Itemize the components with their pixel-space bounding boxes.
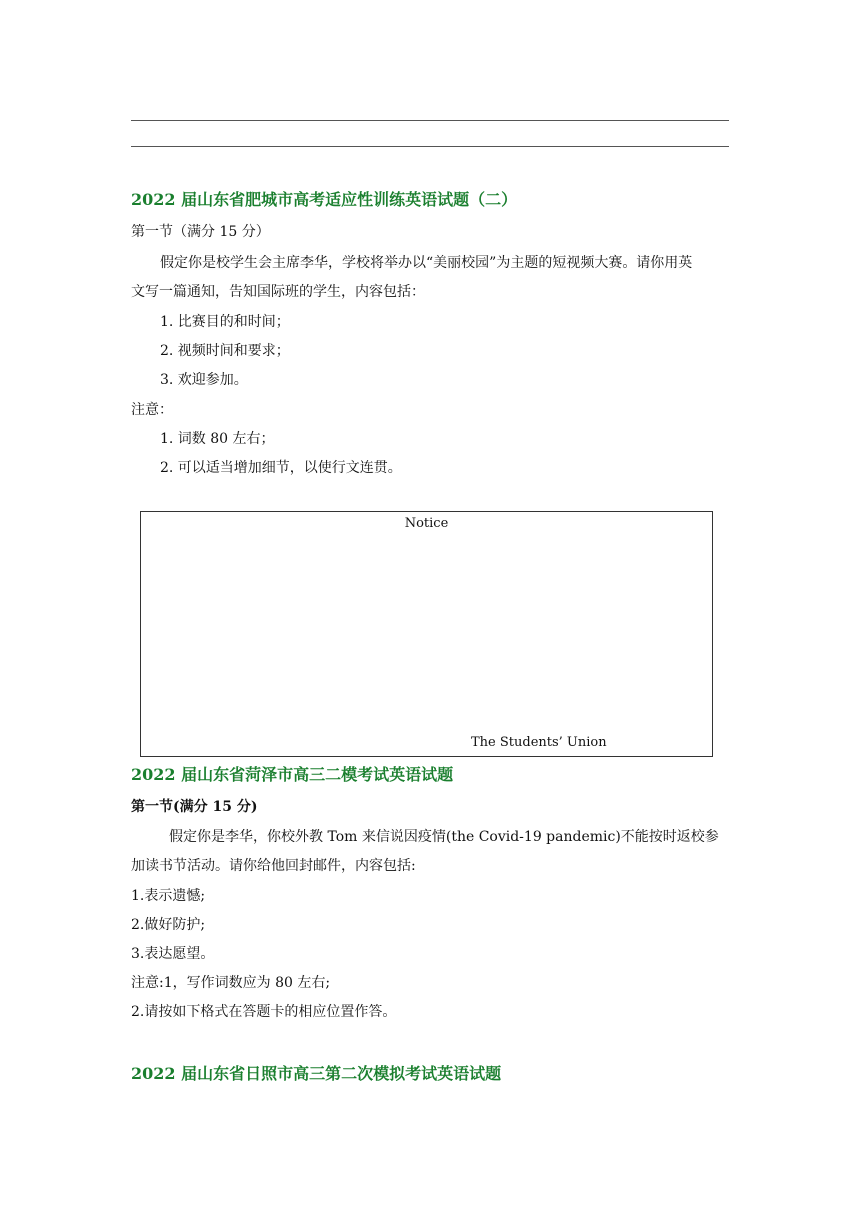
section-2-part: 第一节(满分 15 分)	[131, 799, 258, 815]
section-2-note-1: 注意:1，写作词数应为 80 左右;	[131, 975, 331, 991]
answer-line-1	[131, 120, 729, 121]
section-1-note-label: 注意：	[131, 402, 173, 418]
section-2-item-2: 2.做好防护;	[131, 917, 206, 933]
section-2-prompt-line-2: 加读书节活动。请你给他回封邮件，内容包括:	[131, 858, 416, 874]
section-1-prompt-line-2: 文写一篇通知，告知国际班的学生，内容包括：	[131, 284, 425, 300]
section-1-item-2: 2. 视频时间和要求；	[160, 343, 290, 359]
section-1-title: 2022 届山东省肥城市高考适应性训练英语试题（二）	[131, 190, 518, 209]
notice-box-signature: The Students’ Union	[471, 735, 607, 750]
section-2-prompt-line-1: 假定你是李华，你校外教 Tom 来信说因疫情(the Covid-19 pandemic)不能按时返校参	[169, 829, 719, 845]
section-1-item-1: 1. 比赛目的和时间；	[160, 314, 290, 330]
answer-line-2	[131, 146, 729, 147]
section-1-note-1: 1. 词数 80 左右；	[160, 431, 275, 447]
section-2-note-2: 2.请按如下格式在答题卡的相应位置作答。	[131, 1004, 397, 1020]
section-2-item-3: 3.表达愿望。	[131, 946, 215, 962]
section-2-title: 2022 届山东省菏泽市高三二模考试英语试题	[131, 765, 454, 784]
section-1-prompt-line-1: 假定你是校学生会主席李华，学校将举办以“美丽校园”为主题的短视频大赛。请你用英	[160, 255, 693, 271]
section-1-item-3: 3. 欢迎参加。	[160, 372, 248, 388]
section-1-note-2: 2. 可以适当增加细节，以使行文连贯。	[160, 460, 402, 476]
section-3-title: 2022 届山东省日照市高三第二次模拟考试英语试题	[131, 1064, 502, 1083]
notice-box-title: Notice	[404, 516, 449, 531]
section-1-part: 第一节（满分 15 分）	[131, 224, 270, 240]
notice-answer-box	[140, 511, 713, 757]
section-2-item-1: 1.表示遗憾;	[131, 888, 206, 904]
